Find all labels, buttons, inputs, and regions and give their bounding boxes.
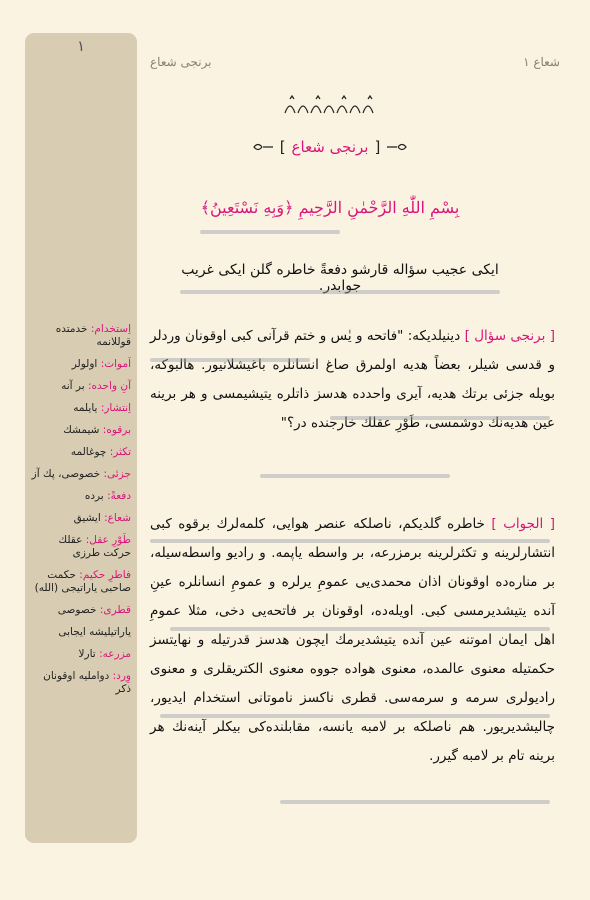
glossary-term: جزئی:: [103, 468, 131, 480]
basmala: بِسْمِ اللّٰهِ الرَّحْمٰنِ الرَّحِيمِ ﴿وَبِهِ نَسْتَعِينُ﴾: [200, 198, 460, 217]
glossary-definition: بر آنه: [61, 380, 85, 392]
glossary-entry: [25, 512, 137, 525]
glossary-definition: چوغالمه: [70, 446, 107, 458]
glossary-term: برقوه:: [102, 424, 131, 436]
glossary-term: قطری:: [99, 604, 131, 616]
flourish-icon: [386, 142, 408, 152]
flourish-icon: [252, 142, 274, 152]
highlight-mark: [200, 230, 340, 234]
glossary-definition: شيمشك: [63, 424, 100, 436]
glossary-definition: تارلا: [78, 648, 96, 660]
highlight-mark: [260, 474, 450, 478]
glossary-definition: خدمتده قوللانمه: [55, 323, 131, 348]
question-text: دينيلديكه: "فاتحه و يٰس و ختم قرآنی كبی اوقونان وردلر و قدسی شيلر، بعضاً هديه اولمرق صاغ انسانلره باغيشلانيور. هالبوكه، بويله جزئی برتك هديه، آيری واحدده هدسز ذاتلره يتيشيمسی و هر برينه عين هديه‌نك دوشمسی، طَوْرِ عقلك خارجنده در؟": [150, 328, 555, 431]
glossary-entry: [25, 569, 137, 595]
glossary-definition: اولولر: [71, 358, 98, 370]
glossary-term: اَموات:: [100, 358, 131, 370]
intro-line: ايكی عجيب سؤاله قارشو دفعةً خاطره گلن ايكی غريب جوابدر.: [181, 262, 499, 294]
glossary-term: آنِ واحده:: [88, 380, 131, 392]
highlight-mark: [330, 416, 550, 420]
question-label: [ برنجی سؤال ]: [464, 328, 555, 344]
glossary-entry: [25, 358, 137, 371]
glossary-definition: خصوصی، پك آز: [31, 468, 101, 480]
glossary-entry: [25, 490, 137, 503]
glossary-term: طَوْرِ عقل:: [85, 534, 131, 546]
title-bracket-open: [: [374, 138, 381, 156]
running-header-title: برنجی شعاع: [150, 55, 212, 69]
title-text: برنجی شعاع: [291, 138, 369, 156]
glossary-entry: [25, 468, 137, 481]
margin-glossary-panel: [25, 33, 137, 843]
glossary-definition: ايشيق: [73, 512, 101, 524]
answer-label: [ الجواب ]: [491, 516, 555, 532]
paragraph-answer: [150, 510, 555, 771]
glossary-term: اِستخدام:: [90, 323, 131, 335]
glossary-entry: [25, 323, 137, 349]
answer-text: خاطره گلديكم، ناصلكه عنصر هوايی، كلمه‌لرك برقوه كبی انتشارلرينه و تكثرلرينه برمزرعه، بر واسطه ياپمه. و راديو واسطه‌سيله، بر مناره‌ده اوقونان اذان محمدی‌يی عمومِ يرلره و عمومِ انسانلره عينِ آنده يتيشديرمسی كبی. اويله‌ده، اوقونان بر فاتحه‌يی دخی، مثلا عمومِ اهل ايمان اموتنه عين آنده يتيشديرمك ايچون هدسز قدرتيله و نهايتسز حكمتيله معنوی عالمده، معنوی هواده جووه معنوی الكتريقلری و معنوی راديولری سرمه و سرمه‌سی. قطری ناكسز ناموتانی استخدام ايديور، چاليشديريور. هم ناصلكه بر لامبه يانسه، مقابلنده‌كی بيكلر آينه‌نك هر برينه تام بر لامبه گيرر.: [150, 516, 555, 764]
highlight-mark: [170, 627, 550, 631]
glossary-entry: [25, 424, 137, 437]
title-bracket-close: ]: [279, 138, 286, 156]
paragraph-question: [150, 322, 555, 438]
glossary-term: وِرد:: [112, 670, 131, 682]
page-number: ١: [76, 37, 86, 55]
glossary-entry: [25, 648, 137, 661]
glossary-definition: ياراتيليشه ايجابی: [58, 626, 131, 638]
highlight-mark: [280, 800, 550, 804]
running-header-section: شعاع ١: [523, 55, 560, 69]
glossary-entry: [25, 626, 137, 639]
highlight-mark: [160, 714, 550, 718]
chapter-title: [240, 135, 420, 159]
highlight-mark: [150, 539, 550, 543]
glossary-term: دفعةً:: [107, 490, 131, 502]
highlight-mark: [180, 290, 500, 294]
glossary-list: [25, 323, 137, 705]
glossary-entry: [25, 402, 137, 415]
highlight-mark: [150, 358, 310, 362]
glossary-definition: برده: [84, 490, 104, 502]
glossary-definition: خصوصی: [57, 604, 97, 616]
glossary-term: شعاع:: [104, 512, 131, 524]
glossary-entry: [25, 534, 137, 560]
glossary-term: مزرعه:: [99, 648, 131, 660]
glossary-definition: يايلمه: [73, 402, 98, 414]
glossary-entry: [25, 670, 137, 696]
glossary-term: اِنتشار:: [100, 402, 131, 414]
glossary-entry: [25, 380, 137, 393]
glossary-term: تكثر:: [109, 446, 131, 458]
glossary-term: فاطرِ حكيم:: [79, 569, 131, 581]
glossary-definition: حكمت صاحبی ياراتيجی (الله): [34, 569, 131, 594]
glossary-entry: [25, 604, 137, 617]
glossary-entry: [25, 446, 137, 459]
glossary-definition: دوامليه اوقونان ذكر: [43, 670, 131, 695]
ornament-decoration: [280, 93, 380, 119]
glossary-definition: عقلك حركت طرزی: [58, 534, 131, 559]
